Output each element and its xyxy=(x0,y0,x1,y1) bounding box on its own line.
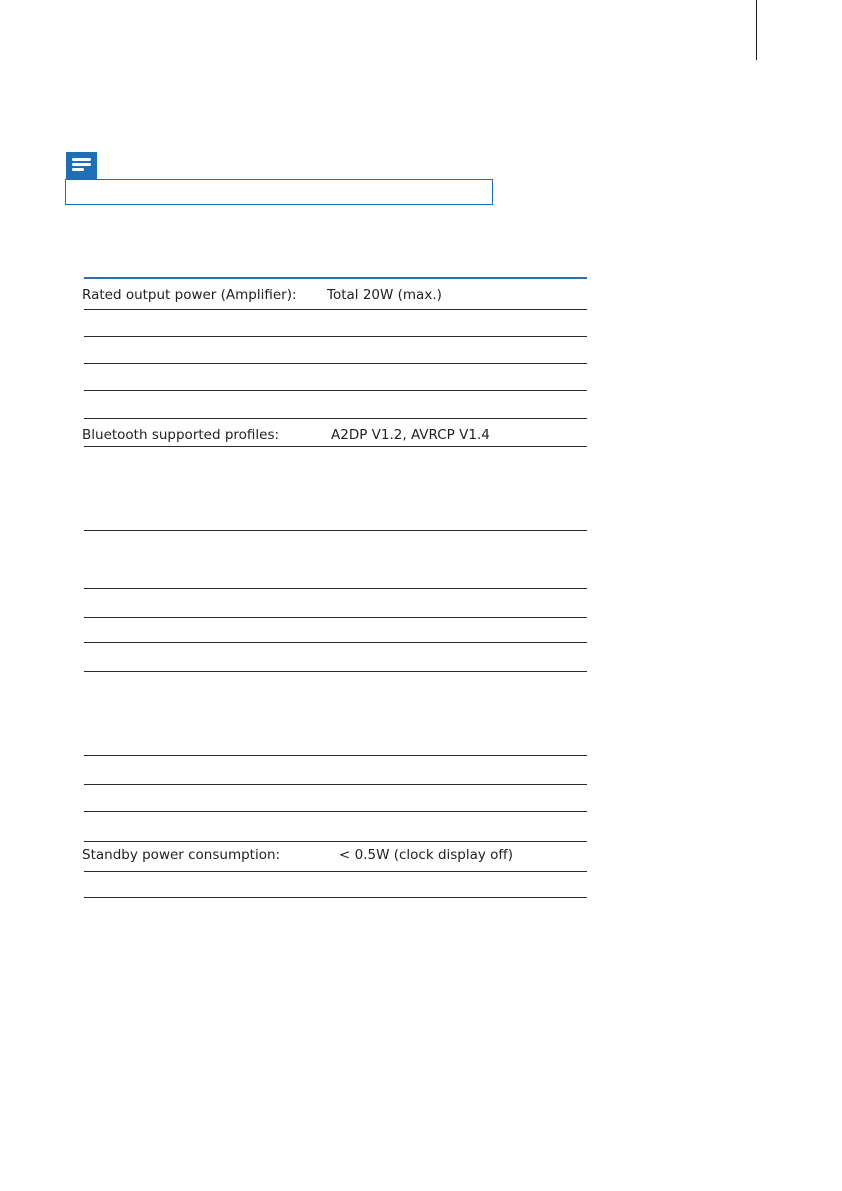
row-divider xyxy=(84,588,587,589)
row-divider xyxy=(84,755,587,756)
table-top-rule xyxy=(84,277,587,279)
row-divider xyxy=(84,784,587,785)
page-margin-rule xyxy=(756,0,757,60)
spec-label: Rated output power (Amplifier): xyxy=(82,287,297,303)
spec-value: Total 20W (max.) xyxy=(327,287,442,303)
row-divider xyxy=(84,446,587,447)
row-divider xyxy=(84,418,587,419)
row-divider xyxy=(84,897,587,898)
row-divider xyxy=(84,841,587,842)
spec-value: A2DP V1.2, AVRCP V1.4 xyxy=(331,427,490,443)
row-divider xyxy=(84,363,587,364)
spec-label: Bluetooth supported profiles: xyxy=(82,427,280,443)
row-divider xyxy=(84,642,587,643)
row-divider xyxy=(84,811,587,812)
specifications-table xyxy=(84,277,587,898)
note-box xyxy=(65,179,493,205)
row-divider xyxy=(84,336,587,337)
row-divider xyxy=(84,617,587,618)
row-divider xyxy=(84,309,587,310)
note-icon xyxy=(66,152,97,179)
row-divider xyxy=(84,671,587,672)
row-divider xyxy=(84,390,587,391)
row-divider xyxy=(84,530,587,531)
row-divider xyxy=(84,871,587,872)
spec-label: Standby power consumption: xyxy=(82,847,281,863)
spec-value: < 0.5W (clock display off) xyxy=(339,847,513,863)
